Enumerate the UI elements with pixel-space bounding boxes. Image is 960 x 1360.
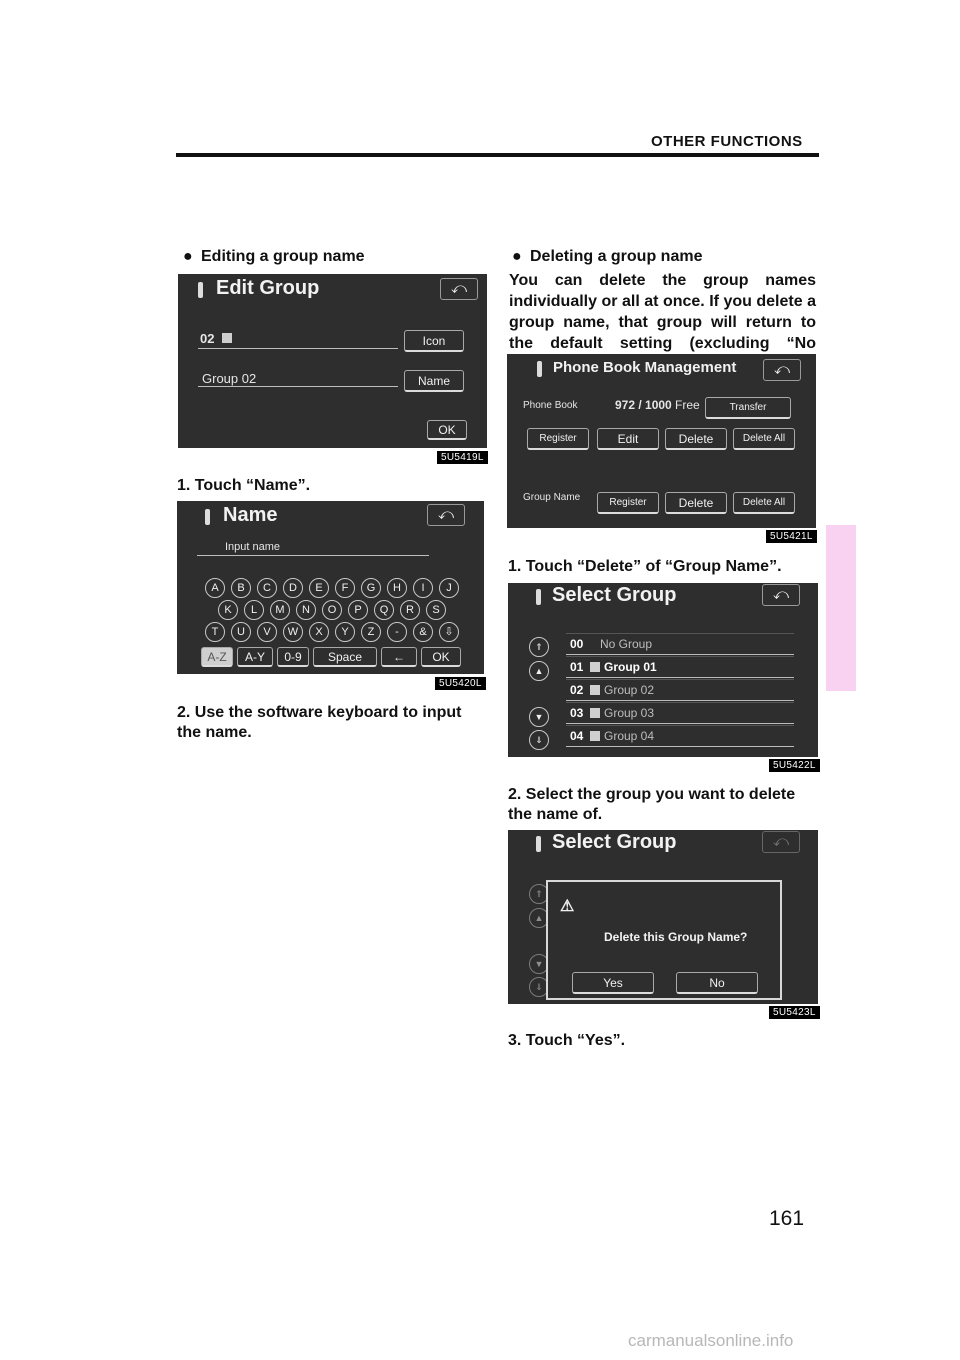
- figure-code: 5U5422L: [769, 759, 820, 772]
- key-w[interactable]: W: [283, 622, 303, 642]
- section-title: OTHER FUNCTIONS: [651, 133, 803, 150]
- key-p[interactable]: P: [348, 600, 368, 620]
- key-j[interactable]: J: [439, 578, 459, 598]
- group-number-field: 02: [200, 331, 215, 346]
- key-c[interactable]: C: [257, 578, 277, 598]
- title-marker-icon: [536, 836, 541, 852]
- group-row-number: 00: [570, 637, 584, 651]
- key-v[interactable]: V: [257, 622, 277, 642]
- left-heading-text: Editing a group name: [201, 248, 365, 265]
- entry-count: 972 / 1000: [615, 398, 672, 412]
- no-button[interactable]: No: [676, 972, 758, 994]
- step-1-left: 1. Touch “Name”.: [177, 477, 311, 494]
- key-s[interactable]: S: [426, 600, 446, 620]
- key-n[interactable]: N: [296, 600, 316, 620]
- key-u[interactable]: U: [231, 622, 251, 642]
- back-icon[interactable]: ⤺: [427, 504, 465, 526]
- title-marker-icon: [198, 282, 203, 298]
- group-row-label: Group 04: [604, 729, 655, 743]
- group-row-01[interactable]: [566, 656, 794, 678]
- group-row-02[interactable]: [566, 679, 794, 701]
- group-register-button[interactable]: Register: [597, 492, 659, 514]
- edit-group-screenshot: [178, 274, 487, 448]
- icon-button[interactable]: Icon: [404, 330, 464, 352]
- group-row-00[interactable]: [566, 633, 794, 655]
- scroll-down-icon: ▼: [529, 954, 549, 974]
- backspace-icon[interactable]: ←: [381, 647, 417, 667]
- back-icon: ⤺: [762, 831, 800, 853]
- group-delete-all-button[interactable]: Delete All: [733, 492, 795, 514]
- divider: [197, 555, 429, 556]
- phone-book-label: Phone Book: [523, 400, 578, 411]
- transfer-button[interactable]: Transfer: [705, 397, 791, 419]
- name-keyboard-screenshot: [177, 501, 484, 674]
- key-r[interactable]: R: [400, 600, 420, 620]
- group-row-label: No Group: [600, 637, 653, 651]
- group-row-03[interactable]: [566, 702, 794, 724]
- step-2-right: 2. Select the group you want to delete the name of.: [508, 786, 796, 823]
- intro-paragraph: You can delete the group names individually or all at once. If you delete a group name, that group will return to the default setting (excluding “No: [509, 272, 816, 352]
- figure-code: 5U5420L: [435, 677, 486, 690]
- title-marker-icon: [537, 361, 542, 377]
- name-button[interactable]: Name: [404, 370, 464, 392]
- group-row-number: 02: [570, 683, 584, 697]
- group-icon: [590, 708, 600, 718]
- page-down-icon: ⇓: [529, 977, 549, 997]
- key-d[interactable]: D: [283, 578, 303, 598]
- group-icon: [590, 662, 600, 672]
- ay-mode-button[interactable]: A-Y: [237, 647, 273, 667]
- delete-button[interactable]: Delete: [665, 428, 727, 450]
- key-ampersand[interactable]: &: [413, 622, 433, 642]
- step-1-right: 1. Touch “Delete” of “Group Name”.: [508, 558, 782, 575]
- name-screen-title: Name: [223, 504, 278, 526]
- group-row-number: 01: [570, 660, 584, 674]
- key-y[interactable]: Y: [335, 622, 355, 642]
- group-name-field[interactable]: Group 02: [202, 371, 257, 386]
- key-k[interactable]: K: [218, 600, 238, 620]
- bullet-icon: ●: [512, 248, 522, 265]
- select-group-title: Select Group: [552, 584, 677, 606]
- back-icon[interactable]: ⤺: [762, 584, 800, 606]
- title-marker-icon: [536, 589, 541, 605]
- figure-code: 5U5423L: [769, 1006, 820, 1019]
- group-row-label: Group 03: [604, 706, 655, 720]
- space-button[interactable]: Space: [313, 647, 377, 667]
- group-icon: [222, 333, 232, 343]
- back-icon[interactable]: ⤺: [763, 359, 801, 381]
- delete-all-button[interactable]: Delete All: [733, 428, 795, 450]
- group-row-label: Group 02: [604, 683, 655, 697]
- yes-button[interactable]: Yes: [572, 972, 654, 994]
- key-b[interactable]: B: [231, 578, 251, 598]
- group-row-number: 04: [570, 729, 584, 743]
- key-z[interactable]: Z: [361, 622, 381, 642]
- key-f[interactable]: F: [335, 578, 355, 598]
- key-h[interactable]: H: [387, 578, 407, 598]
- az-mode-button[interactable]: A-Z: [201, 647, 233, 667]
- key-q[interactable]: Q: [374, 600, 394, 620]
- left-heading: [183, 248, 365, 266]
- divider: [198, 386, 398, 387]
- group-row-04[interactable]: [566, 725, 794, 747]
- page-number: 161: [769, 1207, 805, 1230]
- phone-book-management-screenshot: [507, 354, 816, 528]
- header-rule: [176, 153, 819, 157]
- group-row-number: 03: [570, 706, 584, 720]
- right-heading: [512, 248, 702, 266]
- free-label: Free: [675, 398, 700, 412]
- edit-button[interactable]: Edit: [597, 428, 659, 450]
- key-l[interactable]: L: [244, 600, 264, 620]
- back-icon[interactable]: ⤺: [440, 278, 478, 300]
- group-icon: [590, 731, 600, 741]
- key-a[interactable]: A: [205, 578, 225, 598]
- key-o[interactable]: O: [322, 600, 342, 620]
- confirm-delete-screenshot: [508, 830, 818, 1004]
- warning-icon: ⚠: [560, 898, 575, 915]
- step-2-left: 2. Use the software keyboard to input the name.: [177, 704, 462, 741]
- numeric-mode-button[interactable]: 0-9: [277, 647, 309, 667]
- ok-button[interactable]: OK: [421, 647, 461, 667]
- bullet-icon: ●: [183, 248, 193, 265]
- right-heading-text: Deleting a group name: [530, 248, 703, 265]
- key-e[interactable]: E: [309, 578, 329, 598]
- step-3-right: 3. Touch “Yes”.: [508, 1032, 626, 1049]
- input-name-label: Input name: [225, 541, 281, 553]
- key-more-icon[interactable]: ⇩: [439, 622, 459, 642]
- key-m[interactable]: M: [270, 600, 290, 620]
- scroll-up-icon: ▲: [529, 908, 549, 928]
- register-button[interactable]: Register: [527, 428, 589, 450]
- watermark: carmanualsonline.info: [628, 1331, 794, 1350]
- page-down-icon[interactable]: ⇓: [529, 730, 549, 750]
- section-tab-marker: [826, 525, 856, 691]
- figure-code: 5U5419L: [437, 451, 488, 464]
- group-icon: [590, 685, 600, 695]
- page-up-icon[interactable]: ⇑: [529, 637, 549, 657]
- group-name-label: Group Name: [523, 492, 581, 503]
- scroll-up-icon[interactable]: ▲: [529, 661, 549, 681]
- key-hyphen[interactable]: -: [387, 622, 407, 642]
- ok-button[interactable]: OK: [427, 420, 467, 440]
- confirm-question: Delete this Group Name?: [604, 930, 748, 944]
- figure-code: 5U5421L: [766, 530, 817, 543]
- group-delete-button[interactable]: Delete: [665, 492, 727, 514]
- group-row-label: Group 01: [604, 660, 657, 674]
- key-i[interactable]: I: [413, 578, 433, 598]
- scroll-down-icon[interactable]: ▼: [529, 707, 549, 727]
- key-t[interactable]: T: [205, 622, 225, 642]
- edit-group-title: Edit Group: [216, 277, 320, 299]
- key-g[interactable]: G: [361, 578, 381, 598]
- pbm-title: Phone Book Management: [553, 359, 737, 376]
- divider: [198, 348, 398, 349]
- title-marker-icon: [205, 509, 210, 525]
- key-x[interactable]: X: [309, 622, 329, 642]
- page-up-icon: ⇑: [529, 884, 549, 904]
- confirm-dialog: [546, 880, 782, 1000]
- confirm-screen-title: Select Group: [552, 831, 677, 853]
